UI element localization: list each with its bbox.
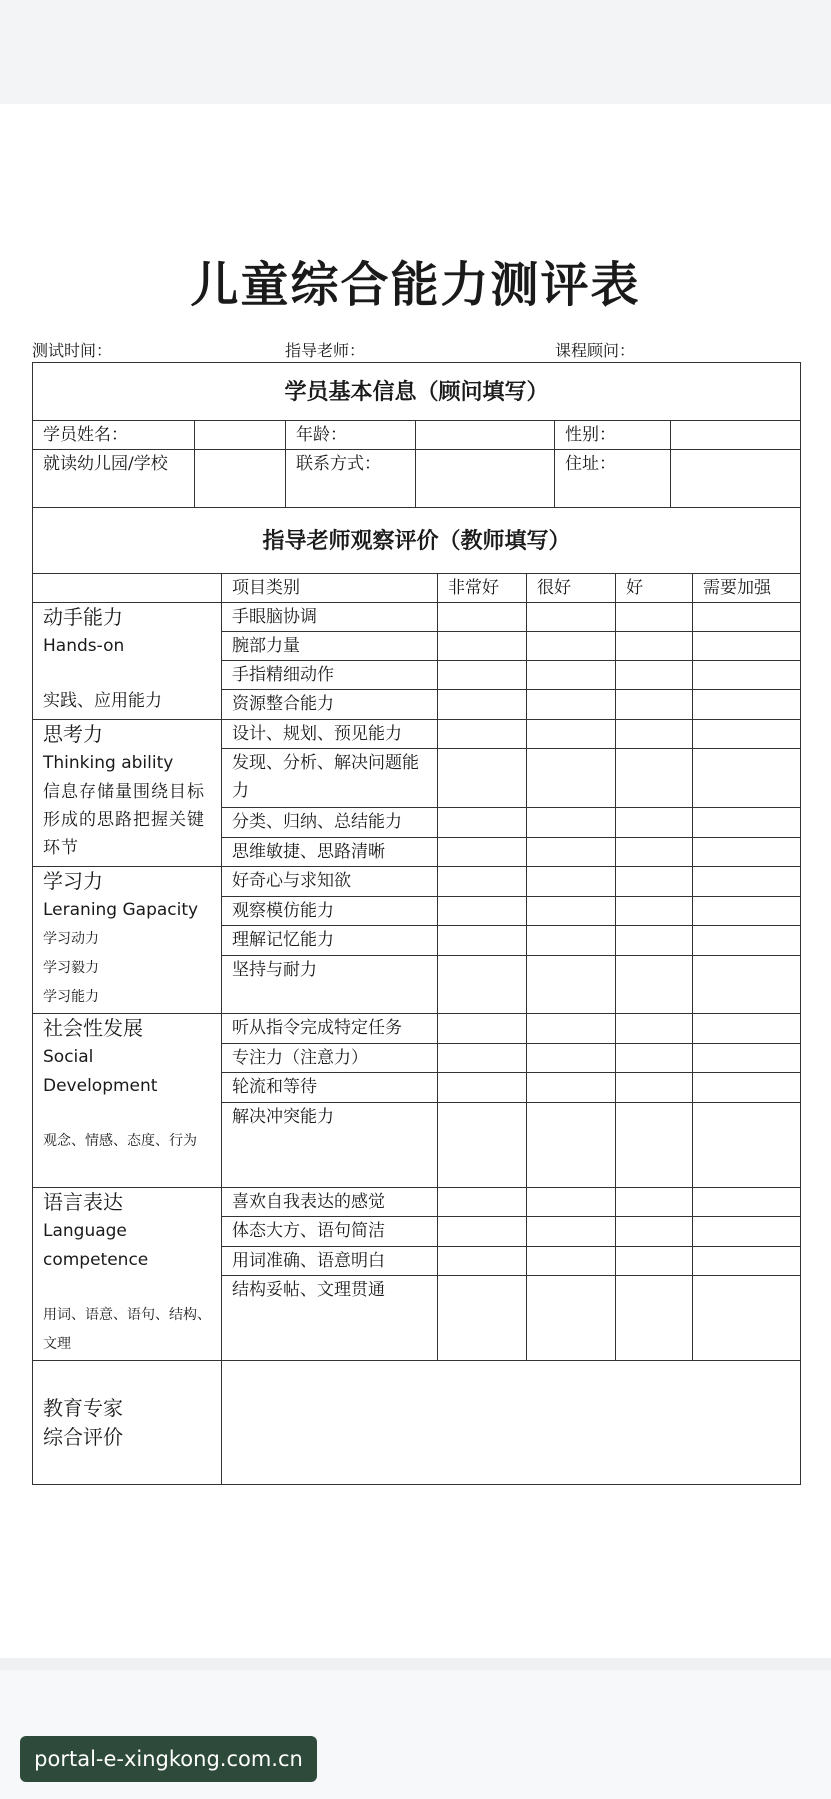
rating-cell[interactable] <box>438 1014 527 1044</box>
rating-cell[interactable] <box>438 838 527 867</box>
rating-cell[interactable] <box>693 926 801 956</box>
rating-cell[interactable] <box>438 1103 527 1188</box>
age-label: 年龄： <box>286 421 416 450</box>
col-good-header: 很好 <box>527 574 616 603</box>
rating-cell[interactable] <box>438 1247 527 1276</box>
category-language <box>33 1188 222 1361</box>
category-title-en: Leraning Gapacity <box>43 900 199 920</box>
category-desc: 信息存储量围绕目标形成的思路把握关键环节 <box>43 782 205 858</box>
rating-cell[interactable] <box>438 926 527 956</box>
assessment-table <box>32 362 801 421</box>
item-label: 资源整合能力 <box>222 690 438 720</box>
rating-cell[interactable] <box>616 1188 693 1217</box>
rating-cell[interactable] <box>527 867 616 897</box>
rating-cell[interactable] <box>527 926 616 956</box>
col-very-good-header: 非常好 <box>438 574 527 603</box>
rating-cell[interactable] <box>438 661 527 690</box>
rating-cell[interactable] <box>527 1044 616 1073</box>
rating-cell[interactable] <box>693 1014 801 1044</box>
category-title-en: Social <box>43 1047 94 1067</box>
basic-info-header: 学员基本信息（顾问填写） <box>33 363 801 421</box>
rating-cell[interactable] <box>438 867 527 897</box>
rating-cell[interactable] <box>527 1103 616 1188</box>
category-thinking <box>33 720 222 867</box>
rating-cell[interactable] <box>438 1073 527 1103</box>
rating-cell[interactable] <box>527 897 616 926</box>
rating-cell[interactable] <box>527 956 616 1014</box>
item-label: 听从指令完成特定任务 <box>222 1014 438 1044</box>
rating-cell[interactable] <box>438 690 527 720</box>
rating-cell[interactable] <box>616 956 693 1014</box>
col-improve-header: 需要加强 <box>693 574 801 603</box>
item-label: 轮流和等待 <box>222 1073 438 1103</box>
rating-cell[interactable] <box>438 632 527 661</box>
rating-cell[interactable] <box>693 720 801 749</box>
category-social <box>33 1014 222 1188</box>
category-desc: 实践、应用能力 <box>43 691 162 711</box>
item-label: 思维敏捷、思路清晰 <box>222 838 438 867</box>
rating-cell[interactable] <box>616 808 693 838</box>
col-ok-header: 好 <box>616 574 693 603</box>
rating-cell[interactable] <box>616 1044 693 1073</box>
school-field[interactable] <box>195 450 286 508</box>
category-title: 社会性发展 <box>43 1016 143 1040</box>
category-title: 语言表达 <box>43 1190 123 1214</box>
rating-cell[interactable] <box>527 661 616 690</box>
rating-cell[interactable] <box>527 1014 616 1044</box>
school-label: 就读幼儿园/学校 <box>33 450 195 508</box>
expert-label-line: 教育专家 <box>43 1395 123 1420</box>
item-label: 分类、归纳、总结能力 <box>222 808 438 838</box>
rating-cell[interactable] <box>616 1103 693 1188</box>
rating-cell[interactable] <box>693 1217 801 1247</box>
rating-cell[interactable] <box>616 1217 693 1247</box>
category-learning <box>33 867 222 1014</box>
basic-info-table <box>32 420 801 508</box>
rating-cell[interactable] <box>693 749 801 808</box>
evaluation-table <box>32 507 801 1485</box>
address-field[interactable] <box>671 450 801 508</box>
rating-cell[interactable] <box>616 838 693 867</box>
item-label: 手指精细动作 <box>222 661 438 690</box>
rating-cell[interactable] <box>527 1247 616 1276</box>
category-desc: 用词、语意、语句、结构、文理 <box>43 1307 211 1352</box>
item-label: 发现、分析、解决问题能力 <box>222 749 438 808</box>
rating-cell[interactable] <box>527 808 616 838</box>
rating-cell[interactable] <box>438 749 527 808</box>
item-label: 解决冲突能力 <box>222 1103 438 1188</box>
rating-cell[interactable] <box>693 1188 801 1217</box>
instructor-label: 指导老师： <box>285 341 366 360</box>
expert-label-line: 综合评价 <box>43 1424 123 1449</box>
category-title-en: Language <box>43 1221 127 1241</box>
item-label: 腕部力量 <box>222 632 438 661</box>
category-title-en: Hands-on <box>43 636 125 656</box>
corner-cell <box>33 574 222 603</box>
item-label: 结构妥帖、文理贯通 <box>222 1276 438 1361</box>
item-label: 好奇心与求知欲 <box>222 867 438 897</box>
rating-cell[interactable] <box>693 661 801 690</box>
item-label: 用词准确、语意明白 <box>222 1247 438 1276</box>
rating-cell[interactable] <box>693 1247 801 1276</box>
rating-cell[interactable] <box>616 603 693 632</box>
rating-cell[interactable] <box>527 1276 616 1361</box>
address-label: 住址： <box>555 450 671 508</box>
rating-cell[interactable] <box>616 1073 693 1103</box>
rating-cell[interactable] <box>527 720 616 749</box>
item-label: 观察模仿能力 <box>222 897 438 926</box>
category-desc-line: 学习能力 <box>43 989 99 1005</box>
rating-cell[interactable] <box>693 1044 801 1073</box>
category-desc-line: 学习动力 <box>43 931 99 947</box>
expert-evaluation-field[interactable] <box>222 1361 801 1485</box>
rating-cell[interactable] <box>693 1276 801 1361</box>
rating-cell[interactable] <box>438 956 527 1014</box>
consultant-label: 课程顾问： <box>555 341 636 360</box>
rating-cell[interactable] <box>616 926 693 956</box>
rating-cell[interactable] <box>438 1188 527 1217</box>
item-label: 体态大方、语句简洁 <box>222 1217 438 1247</box>
col-item-header: 项目类别 <box>222 574 438 603</box>
bottom-divider <box>0 1658 831 1670</box>
item-label: 理解记忆能力 <box>222 926 438 956</box>
rating-cell[interactable] <box>527 690 616 720</box>
rating-cell[interactable] <box>693 1103 801 1188</box>
rating-cell[interactable] <box>527 749 616 808</box>
expert-label <box>33 1361 222 1485</box>
contact-field[interactable] <box>416 450 555 508</box>
rating-cell[interactable] <box>616 632 693 661</box>
category-title: 学习力 <box>43 869 103 893</box>
rating-cell[interactable] <box>616 897 693 926</box>
category-title: 思考力 <box>43 722 103 746</box>
rating-cell[interactable] <box>693 1073 801 1103</box>
rating-cell[interactable] <box>693 632 801 661</box>
rating-cell[interactable] <box>693 603 801 632</box>
item-label: 手眼脑协调 <box>222 603 438 632</box>
rating-cell[interactable] <box>616 690 693 720</box>
category-title: 动手能力 <box>43 605 123 629</box>
rating-cell[interactable] <box>438 897 527 926</box>
rating-cell[interactable] <box>527 632 616 661</box>
category-desc: 观念、情感、态度、行为 <box>43 1133 197 1149</box>
rating-cell[interactable] <box>693 690 801 720</box>
rating-cell[interactable] <box>616 749 693 808</box>
rating-cell[interactable] <box>616 1247 693 1276</box>
category-title-en: competence <box>43 1250 149 1270</box>
gender-field[interactable] <box>671 421 801 450</box>
rating-cell[interactable] <box>438 603 527 632</box>
item-label: 设计、规划、预见能力 <box>222 720 438 749</box>
rating-cell[interactable] <box>438 808 527 838</box>
rating-cell[interactable] <box>527 1217 616 1247</box>
rating-cell[interactable] <box>527 1073 616 1103</box>
rating-cell[interactable] <box>693 808 801 838</box>
name-label: 学员姓名： <box>33 421 195 450</box>
item-label: 专注力（注意力） <box>222 1044 438 1073</box>
contact-label: 联系方式： <box>286 450 416 508</box>
rating-cell[interactable] <box>616 1014 693 1044</box>
evaluation-header: 指导老师观察评价（教师填写） <box>33 508 801 574</box>
age-field[interactable] <box>416 421 555 450</box>
name-field[interactable] <box>195 421 286 450</box>
top-margin <box>0 0 831 104</box>
rating-cell[interactable] <box>527 838 616 867</box>
rating-cell[interactable] <box>693 956 801 1014</box>
rating-cell[interactable] <box>616 720 693 749</box>
category-title-en: Development <box>43 1076 158 1096</box>
watermark-badge: portal-e-xingkong.com.cn <box>20 1736 317 1782</box>
rating-cell[interactable] <box>693 838 801 867</box>
rating-cell[interactable] <box>527 603 616 632</box>
item-label: 喜欢自我表达的感觉 <box>222 1188 438 1217</box>
category-hands-on <box>33 603 222 720</box>
rating-cell[interactable] <box>693 897 801 926</box>
rating-cell[interactable] <box>438 720 527 749</box>
rating-cell[interactable] <box>438 1217 527 1247</box>
item-label: 坚持与耐力 <box>222 956 438 1014</box>
page-title: 儿童综合能力测评表 <box>190 257 641 313</box>
category-desc-line: 学习毅力 <box>43 960 99 976</box>
category-title-en: Thinking ability <box>43 753 174 773</box>
rating-cell[interactable] <box>438 1044 527 1073</box>
test-time-label: 测试时间： <box>32 341 113 360</box>
gender-label: 性别： <box>555 421 671 450</box>
rating-cell[interactable] <box>527 1188 616 1217</box>
rating-cell[interactable] <box>438 1276 527 1361</box>
rating-cell[interactable] <box>616 1276 693 1361</box>
rating-cell[interactable] <box>616 661 693 690</box>
rating-cell[interactable] <box>616 867 693 897</box>
rating-cell[interactable] <box>693 867 801 897</box>
